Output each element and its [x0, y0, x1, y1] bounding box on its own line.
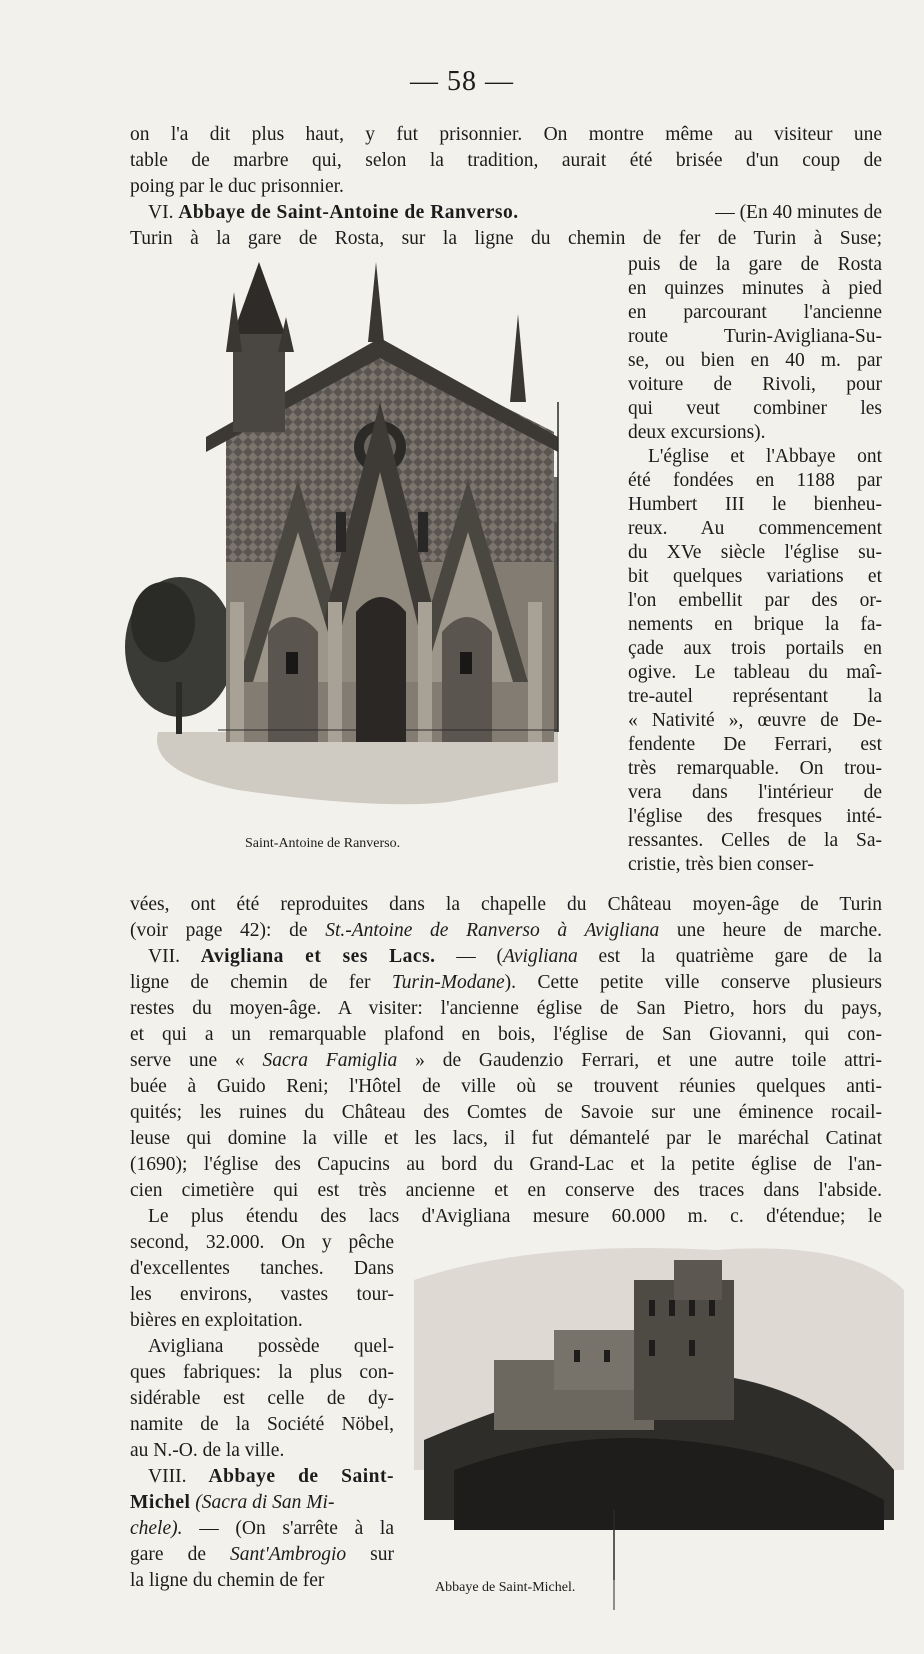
bell-tower	[226, 262, 294, 432]
text-line: l'on embellit par des or-	[628, 590, 882, 611]
page-number: — 58 —	[410, 66, 514, 97]
text-line: voiture de Rivoli, pour	[628, 374, 882, 395]
text-line: qui veut combiner les	[628, 398, 882, 419]
text-line: sidérable est celle de dy-	[130, 1388, 394, 1409]
text-line: ligne de chemin de fer Turin-Modane). Cette petite ville conserve plusieurs	[130, 972, 882, 993]
text-line: (voir page 42): de St.-Antoine de Ranverso à Avigliana une heure de marche.	[130, 920, 882, 941]
text-line: deux excursions).	[628, 422, 766, 443]
text-fragment: — (En 40 minutes de	[715, 202, 882, 223]
text-line: tre-autel représentant la	[628, 686, 882, 707]
text-line: Le plus étendu des lacs d'Avigliana mesure 60.000 m. c. d'étendue; le	[148, 1206, 882, 1227]
text-line: au N.-O. de la ville.	[130, 1440, 285, 1461]
text-line: çade aux trois portails en	[628, 638, 882, 659]
text-line: très remarquable. On trou-	[628, 758, 882, 779]
section-heading-vii: VII. Avigliana et ses Lacs. — (Avigliana est la quatrième gare de la	[148, 946, 883, 967]
section-title: Abbaye de Saint-Antoine de Ranverso.	[178, 202, 519, 223]
text-line: été fondées en 1188 par	[628, 470, 882, 491]
text-line: restes du moyen-âge. A visiter: l'ancienne église de San Pietro, hors du pays,	[130, 998, 882, 1019]
text-line: vera dans l'intérieur de	[628, 782, 882, 803]
text-line: Turin à la gare de Rosta, sur la ligne du chemin de fer de Turin à Suse;	[130, 228, 882, 249]
text-line: bières en exploitation.	[130, 1310, 303, 1331]
caption-saint-michel: Abbaye de Saint-Michel.	[435, 1580, 576, 1595]
text-line: « Nativité », œuvre de De-	[628, 710, 882, 731]
text-line: la ligne du chemin de fer	[130, 1570, 325, 1591]
section-number: VIII.	[148, 1466, 187, 1487]
text-line: cristie, très bien conser-	[628, 854, 814, 875]
section-title: Abbaye de Saint-	[208, 1466, 394, 1487]
text-line: quités; les ruines du Château des Comtes de Savoie sur une éminence rocail-	[130, 1102, 882, 1123]
text-line: ogive. Le tableau du maî-	[628, 662, 882, 683]
text-line: chele). — (On s'arrête à la	[130, 1518, 394, 1539]
text-line: Humbert III le bienheu-	[628, 494, 882, 515]
text-line: se, ou bien en 40 m. par	[628, 350, 882, 371]
text-line: vées, ont été reproduites dans la chapelle du Château moyen-âge de Turin	[130, 894, 882, 915]
text-line: fendente De Ferrari, est	[628, 734, 882, 755]
text-line: route Turin-Avigliana-Su-	[628, 326, 882, 347]
text-line: en quinzes minutes à pied	[628, 278, 882, 299]
text-line: serve une « Sacra Famiglia » de Gaudenzio Ferrari, et une autre toile attri-	[130, 1050, 882, 1071]
section-number: VI.	[148, 202, 174, 223]
text-line: ressantes. Celles de la Sa-	[628, 830, 882, 851]
section-title: Avigliana et ses Lacs.	[200, 946, 436, 967]
text-line: et qui a un remarquable plafond en bois, l'église de San Giovanni, qui con-	[130, 1024, 882, 1045]
text-line: gare de Sant'Ambrogio sur	[130, 1544, 394, 1565]
illustration-saint-michel	[414, 1240, 904, 1610]
text-line: buée à Guido Reni; l'Hôtel de ville où se trouvent réunies quelques anti-	[130, 1076, 882, 1097]
text-line: ques fabriques: la plus con-	[130, 1362, 394, 1383]
section-heading-vi	[148, 200, 882, 225]
text-line: second, 32.000. On y pêche	[130, 1232, 394, 1253]
text-line: bit quelques variations et	[628, 566, 882, 587]
text-line: leuse qui domine la ville et les lacs, il fut démantelé par le maréchal Catinat	[130, 1128, 882, 1149]
tree	[125, 577, 235, 734]
text-line: du XVe siècle l'église su-	[628, 542, 882, 563]
text-line: reux. Au commencement	[628, 518, 882, 539]
section-number: VII.	[148, 946, 180, 967]
section-heading-viii	[148, 1464, 394, 1489]
text-line: poing par le duc prisonnier.	[130, 176, 344, 197]
text-line: on l'a dit plus haut, y fut prisonnier. On montre même au visiteur une	[130, 124, 882, 145]
text-line: l'église des fresques inté-	[628, 806, 882, 827]
text-line: L'église et l'Abbaye ont	[648, 446, 882, 467]
text-line: namite de la Société Nöbel,	[130, 1414, 394, 1435]
text-line: (1690); l'église des Capucins au bord du Grand-Lac et la petite église de l'an-	[130, 1154, 882, 1175]
text-line: Avigliana possède quel-	[148, 1336, 394, 1357]
text-line: table de marbre qui, selon la tradition, aurait été brisée d'un coup de	[130, 150, 882, 171]
illustration-saint-antoine	[118, 262, 596, 832]
text-line: cien cimetière qui est très ancienne et en conserve des traces dans l'abside.	[130, 1180, 882, 1201]
text-line: Michel (Sacra di San Mi-	[130, 1492, 335, 1513]
text-line: d'excellentes tanches. Dans	[130, 1258, 394, 1279]
text-line: puis de la gare de Rosta	[628, 254, 882, 275]
text-line: en parcourant l'ancienne	[628, 302, 882, 323]
text-line: les environs, vastes tour-	[130, 1284, 394, 1305]
caption-saint-antoine: Saint-Antoine de Ranverso.	[245, 836, 401, 851]
text-line: nements en brique la fa-	[628, 614, 882, 635]
